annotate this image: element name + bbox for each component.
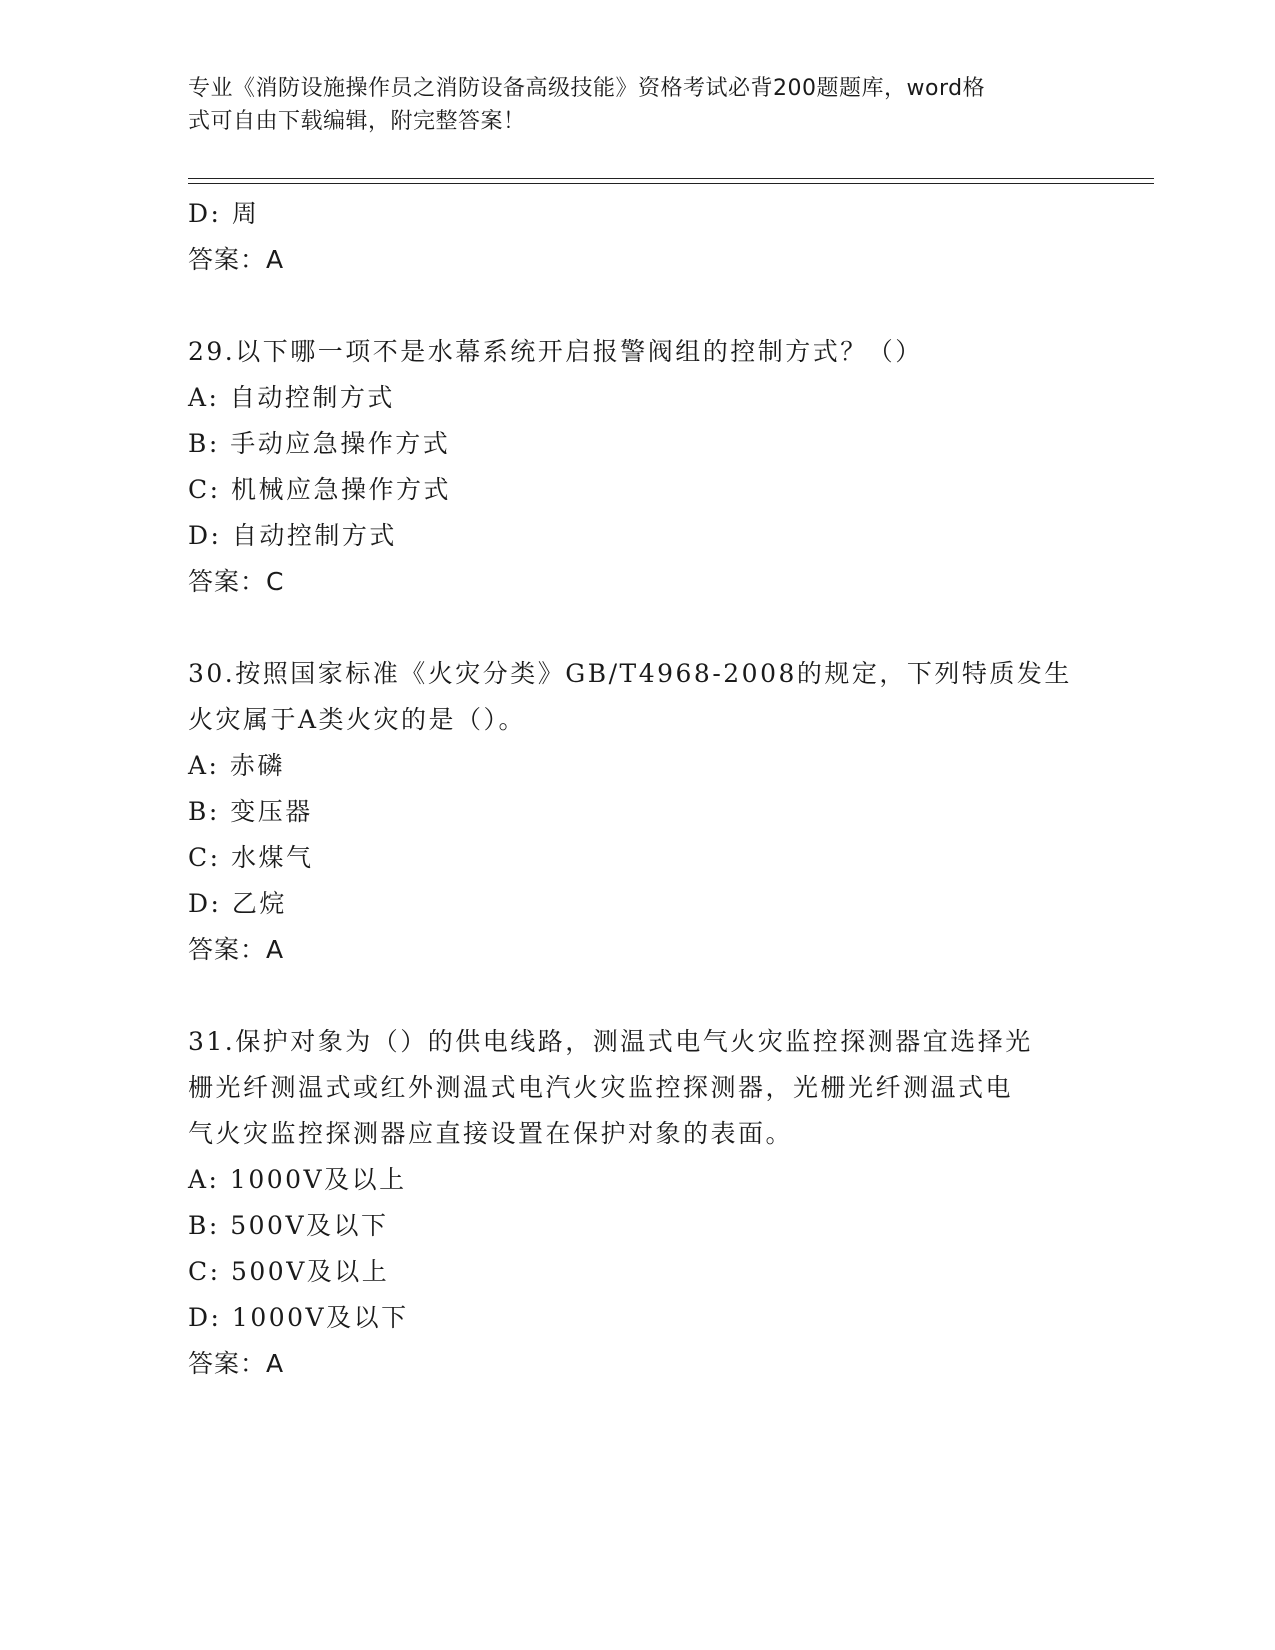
document-header bbox=[188, 72, 1068, 138]
question-text: 30.按照国家标准《火灾分类》GB/T4968-2008的规定，下列特质发生 bbox=[188, 659, 1072, 688]
option-a: A: 自动控制方式 bbox=[188, 383, 395, 412]
option-b: B: 手动应急操作方式 bbox=[188, 429, 451, 458]
question-text: 气火灾监控探测器应直接设置在保护对象的表面。 bbox=[188, 1119, 794, 1148]
document-body bbox=[188, 191, 1088, 1387]
option-d: D: 自动控制方式 bbox=[188, 521, 397, 550]
question-text: 29.以下哪一项不是水幕系统开启报警阀组的控制方式？（） bbox=[188, 337, 923, 366]
option-c: C: 水煤气 bbox=[188, 843, 314, 872]
option-b: B: 500V及以下 bbox=[188, 1211, 389, 1240]
spacer bbox=[188, 605, 1088, 651]
question-31 bbox=[188, 1019, 1088, 1387]
header-divider-bottom bbox=[188, 183, 1154, 184]
question-29 bbox=[188, 329, 1088, 605]
spacer bbox=[188, 973, 1088, 1019]
option-b: B: 变压器 bbox=[188, 797, 313, 826]
spacer bbox=[188, 283, 1088, 329]
header-divider-top bbox=[188, 178, 1154, 179]
option-a: A: 赤磷 bbox=[188, 751, 285, 780]
option-a: A: 1000V及以上 bbox=[188, 1165, 407, 1194]
answer-line: 答案：A bbox=[188, 1349, 285, 1378]
header-line-1: 专业《消防设施操作员之消防设备高级技能》资格考试必背200题题库，word格 bbox=[188, 76, 986, 101]
option-c: C: 机械应急操作方式 bbox=[188, 475, 451, 504]
option-d: D: 乙烷 bbox=[188, 889, 287, 918]
answer-line: 答案：A bbox=[188, 935, 285, 964]
header-line-2: 式可自由下载编辑，附完整答案！ bbox=[188, 109, 526, 134]
option-c: C: 500V及以上 bbox=[188, 1257, 390, 1286]
question-text: 火灾属于A类火灾的是（）。 bbox=[188, 705, 527, 734]
option-d: D: 1000V及以下 bbox=[188, 1303, 409, 1332]
question-30 bbox=[188, 651, 1088, 973]
question-text: 31.保护对象为（）的供电线路，测温式电气火灾监控探测器宜选择光 bbox=[188, 1027, 1033, 1056]
answer-line: 答案：A bbox=[188, 245, 285, 274]
question-text: 栅光纤测温式或红外测温式电汽火灾监控探测器，光栅光纤测温式电 bbox=[188, 1073, 1014, 1102]
option-d: D: 周 bbox=[188, 199, 260, 228]
answer-line: 答案：C bbox=[188, 567, 285, 596]
